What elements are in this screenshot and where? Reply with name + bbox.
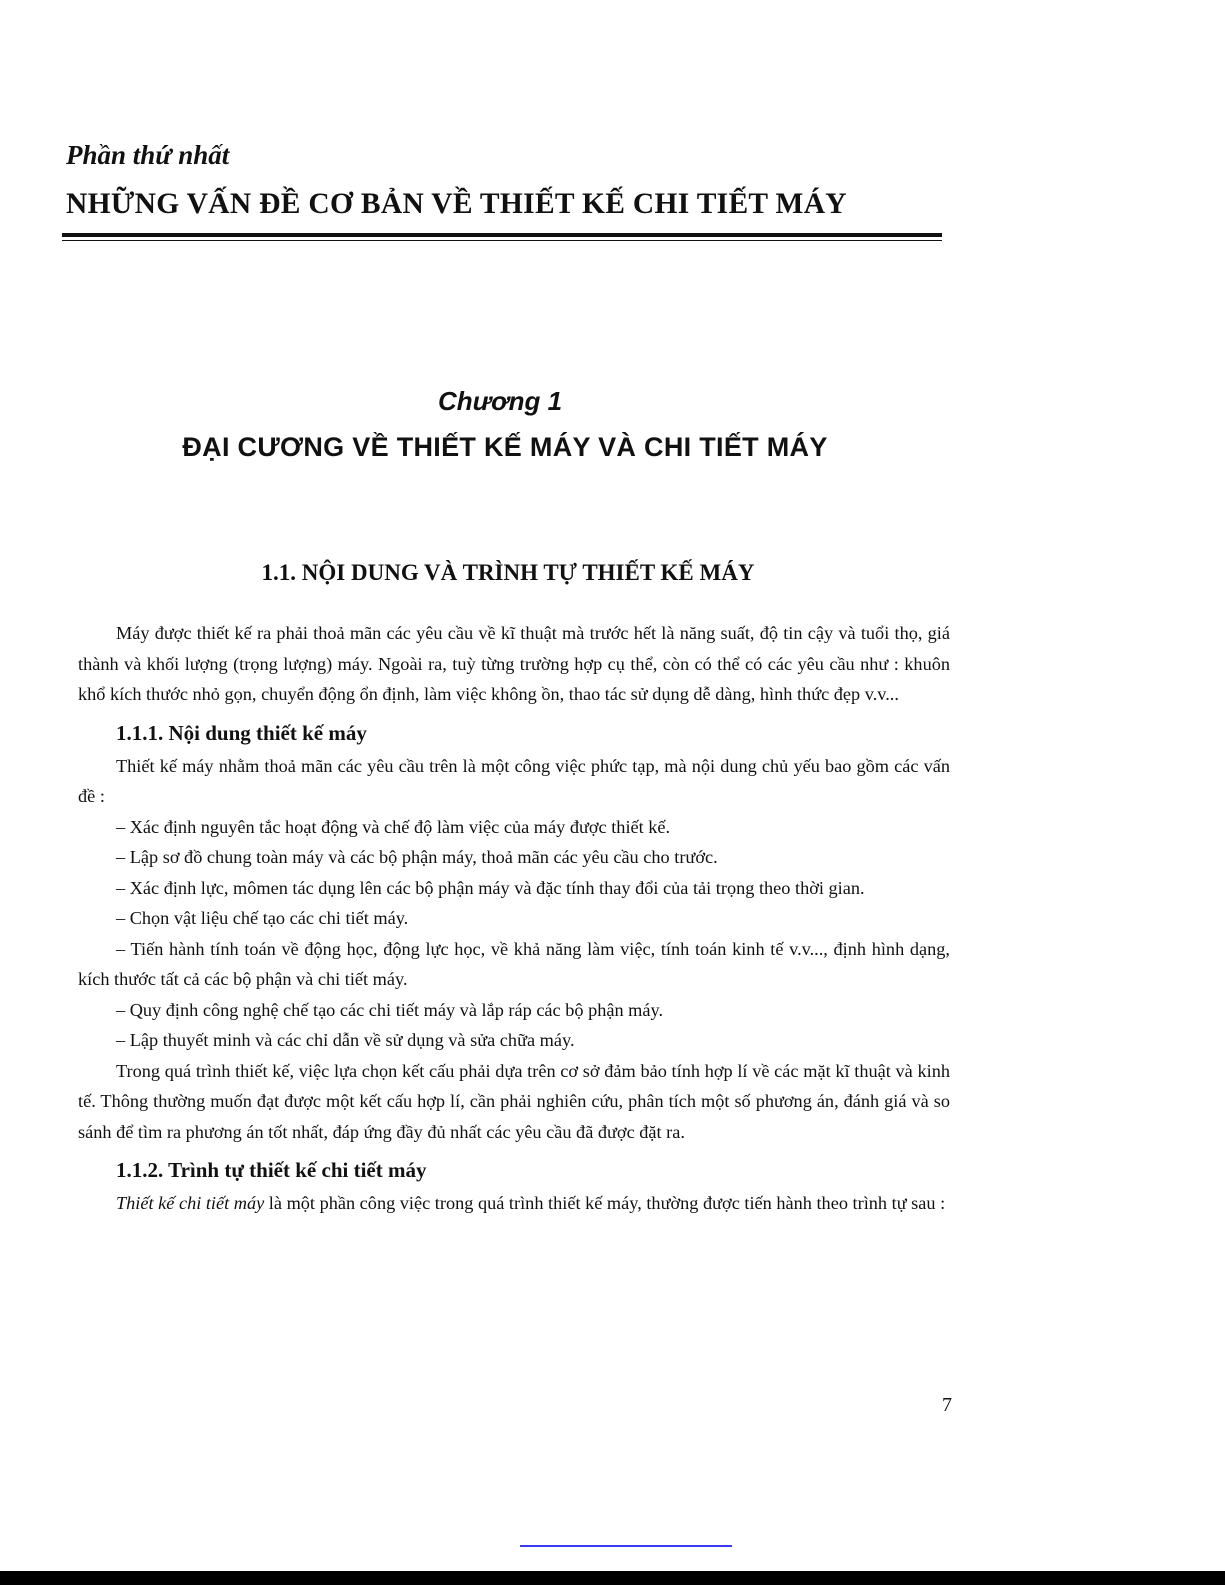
subsection-intro-1: Thiết kế máy nhằm thoả mãn các yêu cầu trên là một công việc phức tạp, mà nội dung chủ yếu bao gồm các vấn đề : xyxy=(78,755,950,806)
chapter-label: Chương 1 xyxy=(437,386,563,416)
chapter-title: ĐẠI CƯƠNG VỀ THIẾT KẾ MÁY VÀ CHI TIẾT MÁY xyxy=(182,432,828,462)
bottom-link-underline xyxy=(520,1545,732,1547)
list-item: – Lập sơ đồ chung toàn máy và các bộ phận máy, thoả mãn các yêu cầu cho trước. xyxy=(116,847,718,867)
title-rule-thin xyxy=(62,240,942,241)
subsection-intro-2 xyxy=(78,1188,950,1219)
subsection-heading-2: 1.1.2. Trình tự thiết kế chi tiết máy xyxy=(116,1158,427,1182)
title-rule xyxy=(62,233,942,237)
body-text xyxy=(78,618,950,1219)
list-item: – Chọn vật liệu chế tạo các chi tiết máy. xyxy=(116,908,409,928)
section-title: 1.1. NỘI DUNG VÀ TRÌNH TỰ THIẾT KẾ MÁY xyxy=(261,560,755,585)
page-number: 7 xyxy=(942,1394,952,1416)
intro-rest: là một phần công việc trong quá trình thiết kế máy, thường được tiến hành theo trình tự sau : xyxy=(264,1193,946,1213)
list-item: – Xác định nguyên tắc hoạt động và chế độ làm việc của máy được thiết kế. xyxy=(116,816,671,837)
list-item: – Xác định lực, mômen tác dụng lên các bộ phận máy và đặc tính thay đổi của tải trọng theo thời gian. xyxy=(116,877,865,898)
subsection-heading-1: 1.1.1. Nội dung thiết kế máy xyxy=(116,720,367,745)
part-title: NHỮNG VẤN ĐỀ CƠ BẢN VỀ THIẾT KẾ CHI TIẾT MÁY xyxy=(66,188,847,220)
subsection-closing-1: Trong quá trình thiết kế, việc lựa chọn kết cấu phải dựa trên cơ sở đảm bảo tính hợp lí về các mặt kĩ thuật và kinh tế. Thông thường muốn đạt được một kết cấu hợp lí, cần phải nghiên cứu, phân tích một số phương án, đánh giá và so sánh để tìm ra phương án tốt nhất, đáp ứng đầy đủ nhất các yêu cầu đã được đặt ra. xyxy=(78,1060,950,1142)
emphasis-term: Thiết kế chi tiết máy xyxy=(116,1193,265,1213)
list-item: – Quy định công nghệ chế tạo các chi tiết máy và lắp ráp các bộ phận máy. xyxy=(116,999,664,1020)
scan-bottom-edge xyxy=(0,1571,1225,1585)
list-item: – Tiến hành tính toán về động học, động lực học, về khả năng làm việc, tính toán kinh tế v.v..., định hình dạng, kích thước tất cả các bộ phận và chi tiết máy. xyxy=(78,938,950,989)
list-item: – Lập thuyết minh và các chỉ dẫn về sử dụng và sửa chữa máy. xyxy=(116,1030,575,1050)
section-intro: Máy được thiết kế ra phải thoả mãn các yêu cầu về kĩ thuật mà trước hết là năng suất, độ tin cậy và tuổi thọ, giá thành và khối lượng (trọng lượng) máy. Ngoài ra, tuỳ từng trường hợp cụ thể, còn có thể có các yêu cầu như : khuôn khổ kích thước nhỏ gọn, chuyển động ổn định, làm việc không ồn, thao tác sử dụng dễ dàng, hình thức đẹp v.v... xyxy=(78,623,950,704)
part-label: Phần thứ nhất xyxy=(66,140,230,170)
